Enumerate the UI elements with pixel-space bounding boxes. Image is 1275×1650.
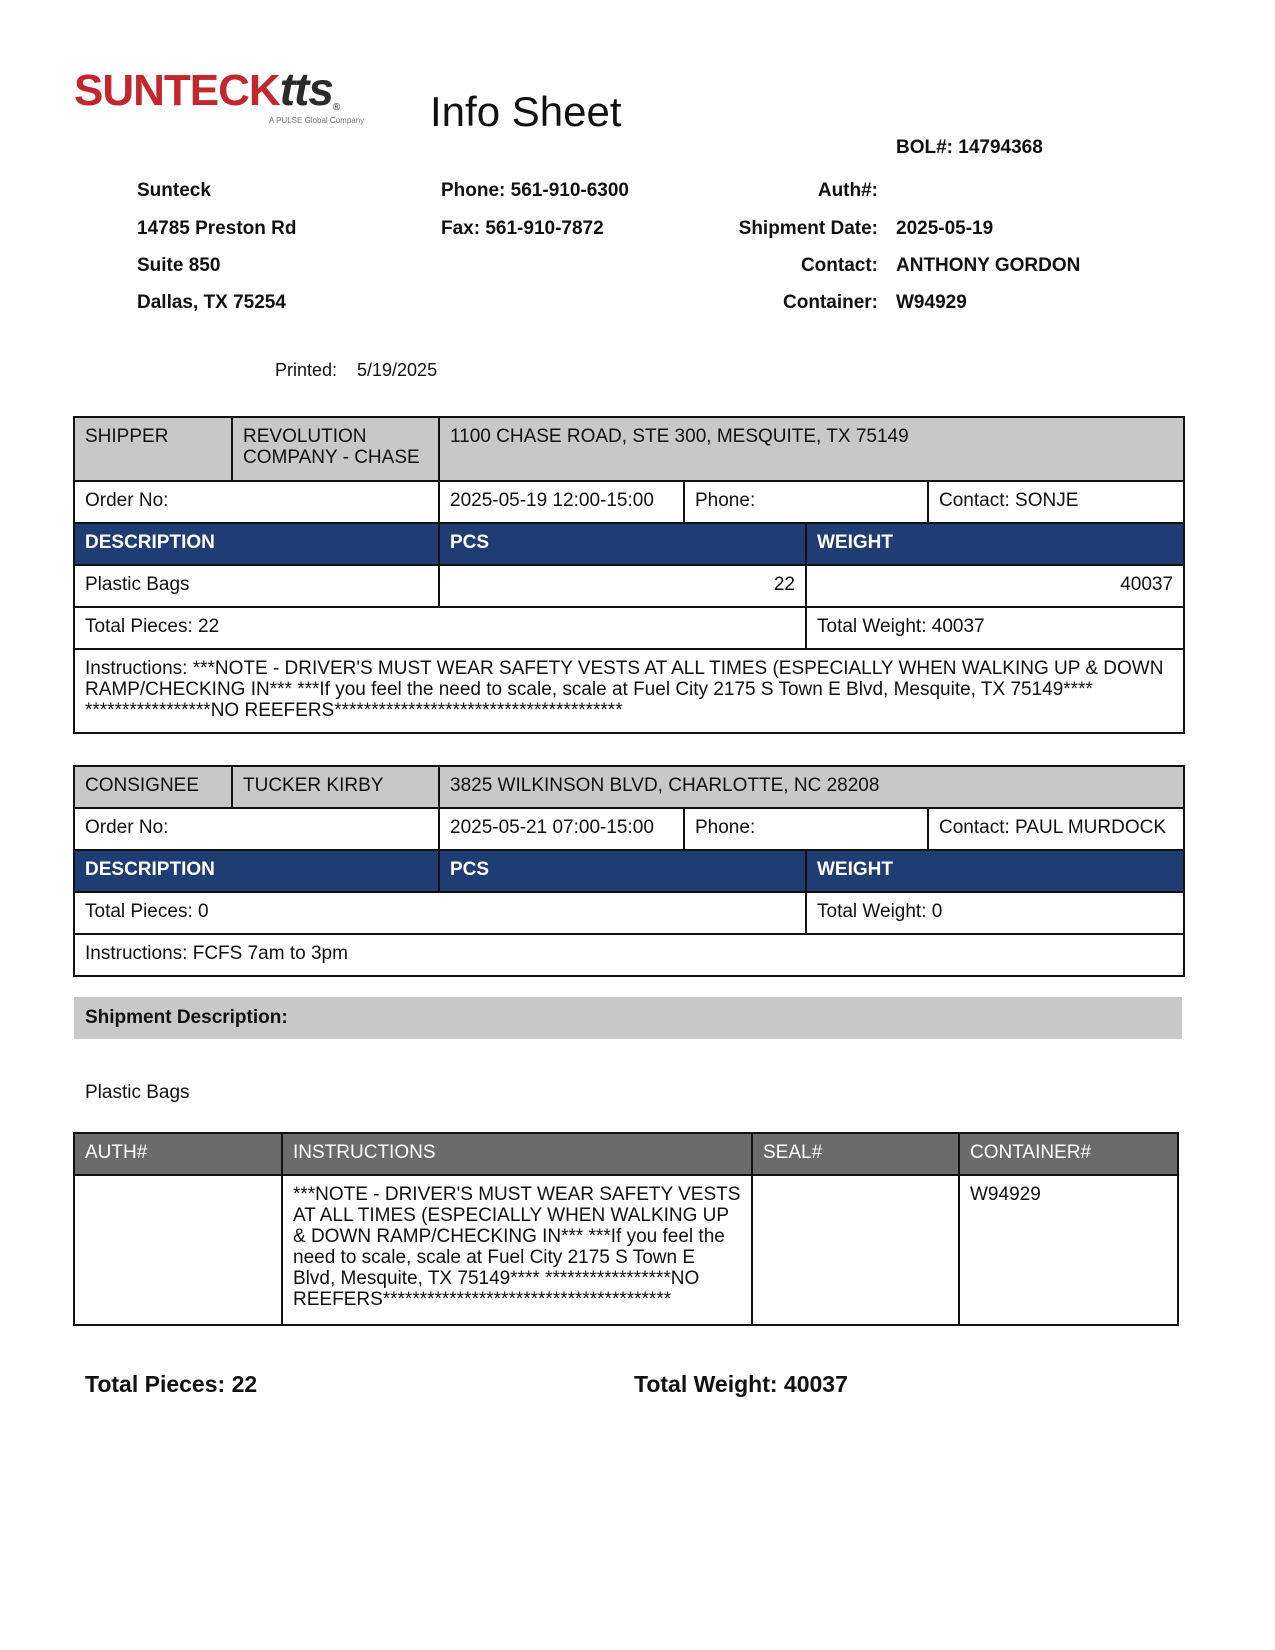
shipper-role: SHIPPER xyxy=(74,417,232,481)
shipment-date-value: 2025-05-19 xyxy=(896,218,994,239)
consignee-col-description: DESCRIPTION xyxy=(74,850,439,892)
summary-col-auth: AUTH# xyxy=(74,1133,282,1175)
shipper-address: 1100 CHASE ROAD, STE 300, MESQUITE, TX 75149 xyxy=(439,417,1184,481)
consignee-total-weight: Total Weight: 0 xyxy=(806,892,1184,934)
consignee-table xyxy=(73,765,1185,977)
item-pcs: 22 xyxy=(439,565,806,607)
shipper-order-row xyxy=(74,481,1184,523)
consignee-totals-row xyxy=(74,892,1184,934)
container-value: W94929 xyxy=(896,292,967,313)
contact-label: Contact: xyxy=(800,255,878,276)
consignee-header-row xyxy=(74,766,1184,808)
shipper-columns-row xyxy=(74,523,1184,565)
shipment-description-bar: Shipment Description: xyxy=(74,997,1182,1039)
shipper-totals-row xyxy=(74,607,1184,649)
logo-tagline: A PULSE Global Company xyxy=(269,116,365,125)
summary-seal xyxy=(752,1175,959,1325)
shipper-contact: Contact: SONJE xyxy=(928,481,1184,523)
company-city: Dallas, TX 75254 xyxy=(137,292,286,313)
shipment-description-value: Plastic Bags xyxy=(85,1082,190,1103)
shipper-table xyxy=(73,416,1185,734)
shipper-order-label: Order No: xyxy=(74,481,439,523)
bol-label: BOL#: xyxy=(896,137,953,158)
shipper-instructions: Instructions: ***NOTE - DRIVER'S MUST WEAR SAFETY VESTS AT ALL TIMES (ESPECIALLY WHEN WALKING UP & DOWN RAMP/CHECKING IN*** ***If you feel the need to scale, scale at Fuel City 2175 S Town E Blvd, Mesquite, TX 75149**** *****************NO REEFERS*************************************** xyxy=(74,649,1184,733)
summary-header-row xyxy=(74,1133,1178,1175)
registered-mark-icon: ® xyxy=(332,102,341,113)
table-row xyxy=(74,565,1184,607)
shipper-header-row xyxy=(74,417,1184,481)
printed-label: Printed: xyxy=(275,360,338,380)
shipper-col-weight: WEIGHT xyxy=(806,523,1184,565)
consignee-instructions: Instructions: FCFS 7am to 3pm xyxy=(74,934,1184,976)
auth-label: Auth#: xyxy=(817,180,878,201)
sunteck-logo xyxy=(74,63,374,128)
page-title: Info Sheet xyxy=(430,88,622,135)
shipper-window: 2025-05-19 12:00-15:00 xyxy=(439,481,684,523)
shipment-date-label: Shipment Date: xyxy=(738,218,878,239)
item-description: Plastic Bags xyxy=(74,565,439,607)
summary-col-instructions: INSTRUCTIONS xyxy=(282,1133,752,1175)
consignee-columns-row xyxy=(74,850,1184,892)
company-fax: Fax: 561-910-7872 xyxy=(441,218,604,239)
consignee-role: CONSIGNEE xyxy=(74,766,232,808)
summary-container: W94929 xyxy=(959,1175,1178,1325)
logo-brand-main: SUNTECK xyxy=(74,66,280,115)
consignee-order-row xyxy=(74,808,1184,850)
logo-brand-tts: tts xyxy=(279,63,333,115)
item-weight: 40037 xyxy=(806,565,1184,607)
bol-value: 14794368 xyxy=(958,137,1043,158)
company-name: Sunteck xyxy=(137,180,211,201)
grand-total-pieces: Total Pieces: 22 xyxy=(85,1371,258,1397)
shipper-total-weight: Total Weight: 40037 xyxy=(806,607,1184,649)
shipper-col-pcs: PCS xyxy=(439,523,806,565)
container-label: Container: xyxy=(783,292,878,313)
consignee-order-label: Order No: xyxy=(74,808,439,850)
consignee-col-pcs: PCS xyxy=(439,850,806,892)
shipper-phone: Phone: xyxy=(684,481,928,523)
shipper-col-description: DESCRIPTION xyxy=(74,523,439,565)
company-address2: Suite 850 xyxy=(137,255,221,276)
consignee-total-pieces: Total Pieces: 0 xyxy=(74,892,806,934)
summary-auth xyxy=(74,1175,282,1325)
summary-col-container: CONTAINER# xyxy=(959,1133,1178,1175)
bol-number xyxy=(896,137,1043,159)
consignee-name: TUCKER KIRBY xyxy=(232,766,439,808)
company-phone: Phone: 561-910-6300 xyxy=(441,180,629,201)
consignee-phone: Phone: xyxy=(684,808,928,850)
printed-date: 5/19/2025 xyxy=(357,360,438,380)
consignee-contact: Contact: PAUL MURDOCK xyxy=(928,808,1184,850)
table-row xyxy=(74,1175,1178,1325)
consignee-address: 3825 WILKINSON BLVD, CHARLOTTE, NC 28208 xyxy=(439,766,1184,808)
consignee-window: 2025-05-21 07:00-15:00 xyxy=(439,808,684,850)
summary-instructions: ***NOTE - DRIVER'S MUST WEAR SAFETY VESTS AT ALL TIMES (ESPECIALLY WHEN WALKING UP & DOWN RAMP/CHECKING IN*** ***If you feel the need to scale, scale at Fuel City 2175 S Town E Blvd, Mesquite, TX 75149**** *****************NO REEFERS*************************************** xyxy=(282,1175,752,1325)
consignee-col-weight: WEIGHT xyxy=(806,850,1184,892)
shipper-instructions-row xyxy=(74,649,1184,733)
grand-total-weight: Total Weight: 40037 xyxy=(634,1371,848,1397)
summary-table xyxy=(73,1132,1179,1326)
shipper-total-pieces: Total Pieces: 22 xyxy=(74,607,806,649)
summary-col-seal: SEAL# xyxy=(752,1133,959,1175)
contact-value: ANTHONY GORDON xyxy=(896,255,1081,276)
company-address1: 14785 Preston Rd xyxy=(137,218,297,239)
consignee-instructions-row xyxy=(74,934,1184,976)
shipper-name: REVOLUTION COMPANY - CHASE xyxy=(232,417,439,481)
